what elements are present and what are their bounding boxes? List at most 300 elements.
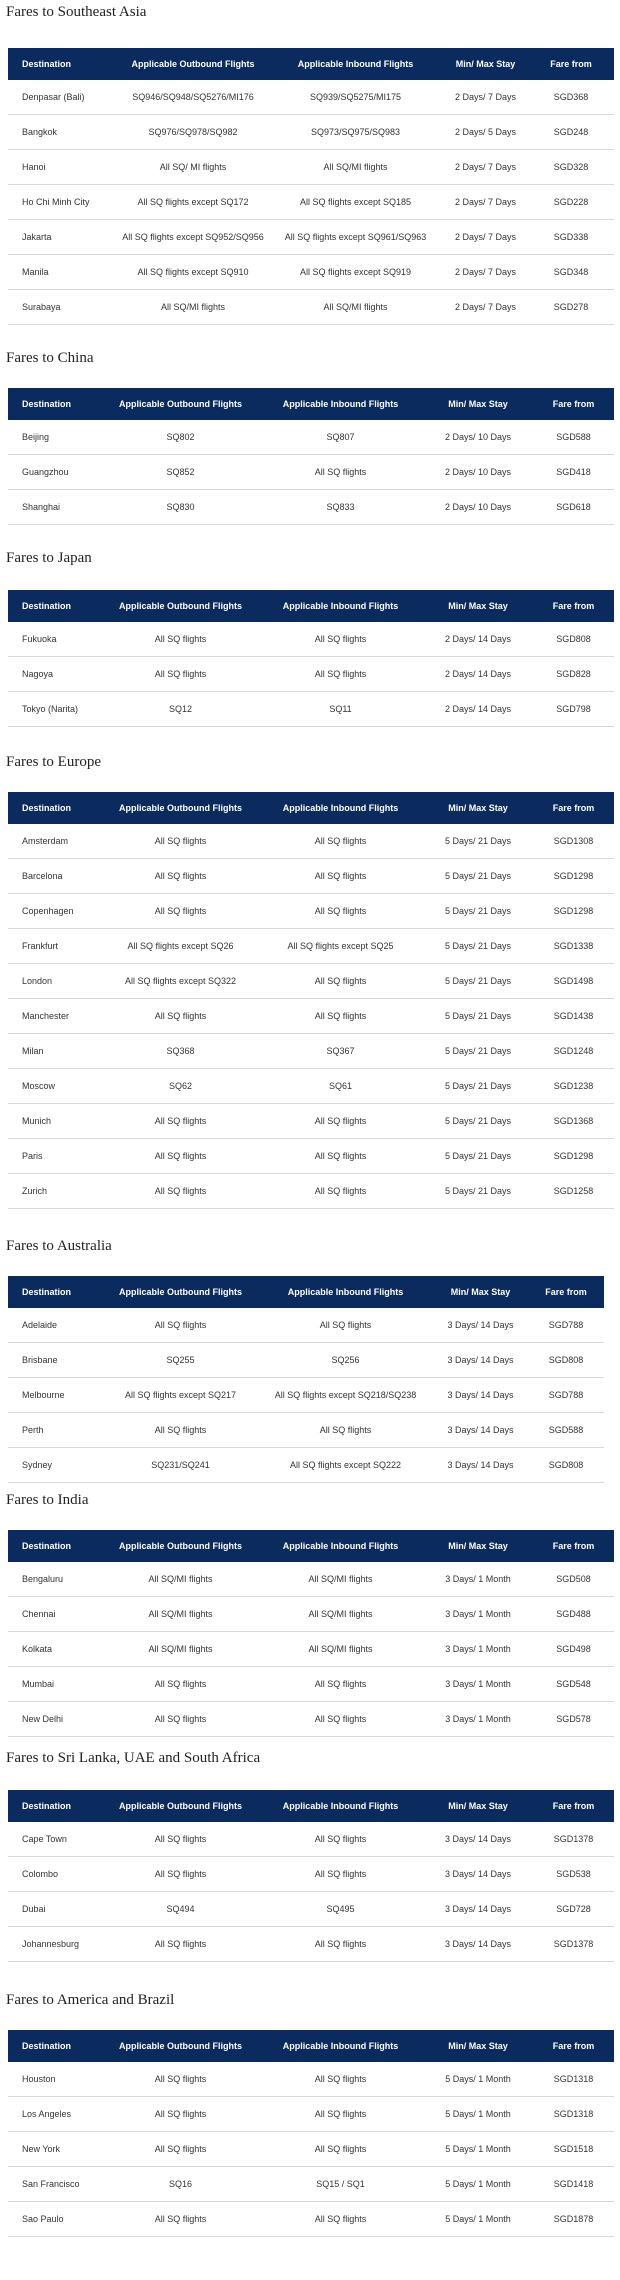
cell-min-max-stay: 5 Days/ 1 Month xyxy=(423,2062,533,2097)
cell-inbound-flights: All SQ flights xyxy=(258,1174,423,1209)
cell-fare-from: SGD1418 xyxy=(533,2167,614,2202)
cell-fare-from: SGD538 xyxy=(533,1857,614,1892)
column-header-destination: Destination xyxy=(22,399,72,409)
cell-min-max-stay: 3 Days/ 14 Days xyxy=(423,1927,533,1962)
fare-table xyxy=(8,590,614,727)
cell-outbound-flights: SQ16 xyxy=(103,2167,258,2202)
cell-inbound-flights: All SQ/MI flights xyxy=(258,1562,423,1597)
cell-outbound-flights: SQ62 xyxy=(103,1069,258,1104)
column-header-fare-from: Fare from xyxy=(552,1801,595,1811)
cell-destination: Amsterdam xyxy=(8,824,103,859)
cell-destination: Manila xyxy=(8,255,118,290)
cell-fare-from: SGD1238 xyxy=(533,1069,614,1104)
cell-outbound-flights: All SQ flights xyxy=(103,894,258,929)
table-row xyxy=(8,657,614,692)
cell-outbound-flights: All SQ/MI flights xyxy=(103,1562,258,1597)
cell-fare-from: SGD368 xyxy=(528,80,614,115)
table-row xyxy=(8,290,614,325)
cell-outbound-flights: All SQ flights except SQ217 xyxy=(103,1378,258,1413)
cell-inbound-flights: All SQ flights xyxy=(258,2062,423,2097)
cell-inbound-flights: SQ939/SQ5275/MI175 xyxy=(268,80,443,115)
column-header-inbound-flights: Applicable Inbound Flights xyxy=(282,399,399,409)
table-row xyxy=(8,150,614,185)
section-title: Fares to Southeast Asia xyxy=(6,4,147,20)
cell-outbound-flights: All SQ flights xyxy=(103,1822,258,1857)
cell-min-max-stay: 5 Days/ 1 Month xyxy=(423,2202,533,2237)
cell-outbound-flights: All SQ flights xyxy=(103,1308,258,1343)
table-row xyxy=(8,1378,604,1413)
cell-fare-from: SGD1378 xyxy=(533,1927,614,1962)
cell-outbound-flights: All SQ flights except SQ322 xyxy=(103,964,258,999)
cell-inbound-flights: All SQ flights xyxy=(258,999,423,1034)
table-row xyxy=(8,1562,614,1597)
cell-inbound-flights: All SQ flights xyxy=(258,455,423,490)
cell-fare-from: SGD1438 xyxy=(533,999,614,1034)
cell-outbound-flights: All SQ flights except SQ910 xyxy=(118,255,268,290)
table-row xyxy=(8,2167,614,2202)
cell-inbound-flights: All SQ flights xyxy=(258,2202,423,2237)
column-header-inbound-flights: Applicable Inbound Flights xyxy=(282,1541,399,1551)
table-row xyxy=(8,1104,614,1139)
fare-table xyxy=(8,792,614,1209)
fare-table xyxy=(8,388,614,525)
table-row xyxy=(8,2202,614,2237)
cell-min-max-stay: 2 Days/ 7 Days xyxy=(443,80,528,115)
cell-fare-from: SGD808 xyxy=(533,622,614,657)
cell-destination: New Delhi xyxy=(8,1702,103,1737)
column-header-outbound-flights: Applicable Outbound Flights xyxy=(119,1801,242,1811)
column-header-outbound-flights: Applicable Outbound Flights xyxy=(119,2041,242,2051)
cell-outbound-flights: SQ830 xyxy=(103,490,258,525)
table-row xyxy=(8,1308,604,1343)
cell-destination: Colombo xyxy=(8,1857,103,1892)
cell-outbound-flights: All SQ flights xyxy=(103,1413,258,1448)
cell-outbound-flights: All SQ flights xyxy=(103,2097,258,2132)
table-row xyxy=(8,220,614,255)
cell-inbound-flights: All SQ flights xyxy=(258,2132,423,2167)
cell-min-max-stay: 2 Days/ 10 Days xyxy=(423,420,533,455)
cell-destination: Jakarta xyxy=(8,220,118,255)
cell-min-max-stay: 5 Days/ 21 Days xyxy=(423,1034,533,1069)
cell-destination: Hanoi xyxy=(8,150,118,185)
table-row xyxy=(8,1034,614,1069)
table-row xyxy=(8,2097,614,2132)
column-header-fare-from: Fare from xyxy=(552,803,595,813)
cell-inbound-flights: SQ833 xyxy=(258,490,423,525)
cell-outbound-flights: All SQ flights except SQ172 xyxy=(118,185,268,220)
cell-fare-from: SGD328 xyxy=(528,150,614,185)
cell-min-max-stay: 5 Days/ 21 Days xyxy=(423,964,533,999)
cell-min-max-stay: 5 Days/ 21 Days xyxy=(423,894,533,929)
cell-min-max-stay: 3 Days/ 1 Month xyxy=(423,1667,533,1702)
cell-destination: Brisbane xyxy=(8,1343,103,1378)
cell-min-max-stay: 2 Days/ 14 Days xyxy=(423,657,533,692)
cell-outbound-flights: All SQ flights xyxy=(103,2202,258,2237)
cell-min-max-stay: 2 Days/ 7 Days xyxy=(443,220,528,255)
cell-inbound-flights: All SQ flights xyxy=(258,859,423,894)
cell-outbound-flights: All SQ flights except SQ26 xyxy=(103,929,258,964)
table-row xyxy=(8,455,614,490)
cell-outbound-flights: SQ852 xyxy=(103,455,258,490)
table-header-row xyxy=(8,48,614,80)
cell-inbound-flights: All SQ flights xyxy=(258,1139,423,1174)
cell-fare-from: SGD338 xyxy=(528,220,614,255)
cell-min-max-stay: 2 Days/ 10 Days xyxy=(423,490,533,525)
column-header-fare-from: Fare from xyxy=(552,1541,595,1551)
cell-inbound-flights: SQ973/SQ975/SQ983 xyxy=(268,115,443,150)
cell-min-max-stay: 3 Days/ 14 Days xyxy=(433,1413,528,1448)
cell-min-max-stay: 5 Days/ 21 Days xyxy=(423,859,533,894)
column-header-outbound-flights: Applicable Outbound Flights xyxy=(119,803,242,813)
table-row xyxy=(8,255,614,290)
cell-inbound-flights: All SQ flights xyxy=(258,1413,433,1448)
cell-destination: Bengaluru xyxy=(8,1562,103,1597)
section-title: Fares to Sri Lanka, UAE and South Africa xyxy=(6,1750,261,1766)
cell-inbound-flights: All SQ flights except SQ218/SQ238 xyxy=(258,1378,433,1413)
cell-destination: Paris xyxy=(8,1139,103,1174)
cell-fare-from: SGD808 xyxy=(528,1343,604,1378)
table-header-row xyxy=(8,1276,604,1308)
cell-inbound-flights: All SQ/MI flights xyxy=(258,1597,423,1632)
column-header-min-max-stay: Min/ Max Stay xyxy=(448,803,508,813)
table-row xyxy=(8,1632,614,1667)
cell-min-max-stay: 3 Days/ 1 Month xyxy=(423,1597,533,1632)
table-row xyxy=(8,80,614,115)
cell-fare-from: SGD248 xyxy=(528,115,614,150)
cell-inbound-flights: All SQ flights xyxy=(258,824,423,859)
cell-destination: Adelaide xyxy=(8,1308,103,1343)
cell-destination: Melbourne xyxy=(8,1378,103,1413)
cell-min-max-stay: 2 Days/ 14 Days xyxy=(423,622,533,657)
table-header-row xyxy=(8,1790,614,1822)
cell-outbound-flights: SQ976/SQ978/SQ982 xyxy=(118,115,268,150)
cell-min-max-stay: 5 Days/ 1 Month xyxy=(423,2132,533,2167)
cell-inbound-flights: All SQ flights xyxy=(258,1104,423,1139)
cell-min-max-stay: 3 Days/ 14 Days xyxy=(423,1822,533,1857)
cell-destination: Perth xyxy=(8,1413,103,1448)
cell-inbound-flights: All SQ flights xyxy=(258,1702,423,1737)
cell-inbound-flights: All SQ flights xyxy=(258,1308,433,1343)
column-header-inbound-flights: Applicable Inbound Flights xyxy=(282,2041,399,2051)
cell-inbound-flights: All SQ flights xyxy=(258,894,423,929)
column-header-min-max-stay: Min/ Max Stay xyxy=(448,2041,508,2051)
cell-fare-from: SGD1298 xyxy=(533,1139,614,1174)
column-header-outbound-flights: Applicable Outbound Flights xyxy=(119,1541,242,1551)
table-row xyxy=(8,964,614,999)
column-header-min-max-stay: Min/ Max Stay xyxy=(448,1541,508,1551)
cell-destination: Beijing xyxy=(8,420,103,455)
cell-destination: London xyxy=(8,964,103,999)
cell-outbound-flights: All SQ flights xyxy=(103,2062,258,2097)
fare-table xyxy=(8,1530,614,1737)
cell-destination: Tokyo (Narita) xyxy=(8,692,103,727)
cell-fare-from: SGD808 xyxy=(528,1448,604,1483)
cell-destination: Barcelona xyxy=(8,859,103,894)
table-row xyxy=(8,1667,614,1702)
cell-fare-from: SGD548 xyxy=(533,1667,614,1702)
column-header-inbound-flights: Applicable Inbound Flights xyxy=(297,59,414,69)
cell-min-max-stay: 5 Days/ 21 Days xyxy=(423,824,533,859)
table-header-row xyxy=(8,388,614,420)
column-header-destination: Destination xyxy=(22,1287,72,1297)
cell-outbound-flights: SQ494 xyxy=(103,1892,258,1927)
cell-min-max-stay: 5 Days/ 21 Days xyxy=(423,999,533,1034)
table-row xyxy=(8,115,614,150)
cell-inbound-flights: All SQ flights xyxy=(258,622,423,657)
cell-fare-from: SGD278 xyxy=(528,290,614,325)
cell-inbound-flights: All SQ flights xyxy=(258,657,423,692)
table-row xyxy=(8,1069,614,1104)
cell-destination: Frankfurt xyxy=(8,929,103,964)
cell-outbound-flights: SQ12 xyxy=(103,692,258,727)
cell-destination: Dubai xyxy=(8,1892,103,1927)
column-header-fare-from: Fare from xyxy=(545,1287,587,1297)
cell-fare-from: SGD508 xyxy=(533,1562,614,1597)
column-header-destination: Destination xyxy=(22,2041,72,2051)
table-row xyxy=(8,1448,604,1483)
cell-outbound-flights: SQ255 xyxy=(103,1343,258,1378)
cell-destination: San Francisco xyxy=(8,2167,103,2202)
cell-destination: Houston xyxy=(8,2062,103,2097)
cell-fare-from: SGD1298 xyxy=(533,894,614,929)
cell-outbound-flights: All SQ flights xyxy=(103,1857,258,1892)
cell-destination: Nagoya xyxy=(8,657,103,692)
section-title: Fares to India xyxy=(6,1492,89,1508)
cell-inbound-flights: All SQ flights xyxy=(258,1927,423,1962)
column-header-fare-from: Fare from xyxy=(552,601,595,611)
table-row xyxy=(8,824,614,859)
column-header-inbound-flights: Applicable Inbound Flights xyxy=(282,803,399,813)
cell-min-max-stay: 3 Days/ 1 Month xyxy=(423,1632,533,1667)
cell-inbound-flights: All SQ/MI flights xyxy=(258,1632,423,1667)
table-row xyxy=(8,490,614,525)
cell-min-max-stay: 3 Days/ 14 Days xyxy=(433,1448,528,1483)
cell-outbound-flights: All SQ/MI flights xyxy=(118,290,268,325)
cell-destination: Zurich xyxy=(8,1174,103,1209)
cell-fare-from: SGD1318 xyxy=(533,2062,614,2097)
cell-fare-from: SGD1298 xyxy=(533,859,614,894)
cell-destination: Bangkok xyxy=(8,115,118,150)
cell-min-max-stay: 2 Days/ 14 Days xyxy=(423,692,533,727)
cell-outbound-flights: All SQ flights xyxy=(103,999,258,1034)
cell-inbound-flights: All SQ flights except SQ961/SQ963 xyxy=(268,220,443,255)
cell-min-max-stay: 5 Days/ 21 Days xyxy=(423,1174,533,1209)
cell-outbound-flights: All SQ flights xyxy=(103,1927,258,1962)
column-header-destination: Destination xyxy=(22,803,72,813)
cell-min-max-stay: 5 Days/ 1 Month xyxy=(423,2097,533,2132)
cell-inbound-flights: All SQ flights xyxy=(258,964,423,999)
cell-destination: Guangzhou xyxy=(8,455,103,490)
table-row xyxy=(8,1174,614,1209)
cell-fare-from: SGD618 xyxy=(533,490,614,525)
cell-inbound-flights: All SQ/MI flights xyxy=(268,290,443,325)
cell-outbound-flights: All SQ flights xyxy=(103,1667,258,1702)
table-row xyxy=(8,1822,614,1857)
table-row xyxy=(8,1857,614,1892)
cell-destination: Cape Town xyxy=(8,1822,103,1857)
cell-fare-from: SGD1338 xyxy=(533,929,614,964)
cell-fare-from: SGD1248 xyxy=(533,1034,614,1069)
cell-destination: Ho Chi Minh City xyxy=(8,185,118,220)
cell-destination: Munich xyxy=(8,1104,103,1139)
cell-inbound-flights: All SQ flights xyxy=(258,1667,423,1702)
column-header-min-max-stay: Min/ Max Stay xyxy=(450,1287,511,1297)
cell-inbound-flights: SQ61 xyxy=(258,1069,423,1104)
column-header-min-max-stay: Min/ Max Stay xyxy=(448,1801,508,1811)
cell-min-max-stay: 5 Days/ 1 Month xyxy=(423,2167,533,2202)
column-header-min-max-stay: Min/ Max Stay xyxy=(455,59,516,69)
cell-fare-from: SGD588 xyxy=(528,1413,604,1448)
column-header-outbound-flights: Applicable Outbound Flights xyxy=(119,601,242,611)
cell-fare-from: SGD788 xyxy=(528,1378,604,1413)
cell-outbound-flights: SQ231/SQ241 xyxy=(103,1448,258,1483)
cell-fare-from: SGD228 xyxy=(528,185,614,220)
table-row xyxy=(8,1927,614,1962)
cell-destination: Chennai xyxy=(8,1597,103,1632)
cell-outbound-flights: All SQ flights except SQ952/SQ956 xyxy=(118,220,268,255)
table-header-row xyxy=(8,792,614,824)
cell-inbound-flights: SQ15 / SQ1 xyxy=(258,2167,423,2202)
cell-destination: Surabaya xyxy=(8,290,118,325)
cell-outbound-flights: All SQ flights xyxy=(103,1702,258,1737)
column-header-outbound-flights: Applicable Outbound Flights xyxy=(119,1287,242,1297)
cell-inbound-flights: All SQ flights except SQ25 xyxy=(258,929,423,964)
column-header-fare-from: Fare from xyxy=(552,399,595,409)
cell-min-max-stay: 3 Days/ 1 Month xyxy=(423,1702,533,1737)
table-row xyxy=(8,692,614,727)
column-header-fare-from: Fare from xyxy=(552,2041,595,2051)
cell-fare-from: SGD828 xyxy=(533,657,614,692)
table-row xyxy=(8,2062,614,2097)
table-row xyxy=(8,999,614,1034)
cell-destination: Shanghai xyxy=(8,490,103,525)
column-header-destination: Destination xyxy=(22,1801,72,1811)
cell-outbound-flights: SQ946/SQ948/SQ5276/MI176 xyxy=(118,80,268,115)
table-row xyxy=(8,622,614,657)
cell-min-max-stay: 2 Days/ 7 Days xyxy=(443,150,528,185)
cell-destination: Milan xyxy=(8,1034,103,1069)
cell-inbound-flights: All SQ flights xyxy=(258,1857,423,1892)
cell-outbound-flights: All SQ flights xyxy=(103,657,258,692)
cell-min-max-stay: 5 Days/ 21 Days xyxy=(423,929,533,964)
cell-inbound-flights: All SQ flights except SQ185 xyxy=(268,185,443,220)
section-title: Fares to China xyxy=(6,350,94,366)
cell-fare-from: SGD488 xyxy=(533,1597,614,1632)
cell-min-max-stay: 2 Days/ 5 Days xyxy=(443,115,528,150)
column-header-min-max-stay: Min/ Max Stay xyxy=(448,601,508,611)
cell-min-max-stay: 5 Days/ 21 Days xyxy=(423,1139,533,1174)
cell-min-max-stay: 3 Days/ 14 Days xyxy=(433,1378,528,1413)
section-title: Fares to Australia xyxy=(6,1238,112,1254)
cell-fare-from: SGD788 xyxy=(528,1308,604,1343)
section-title: Fares to Japan xyxy=(6,550,92,566)
table-row xyxy=(8,859,614,894)
column-header-outbound-flights: Applicable Outbound Flights xyxy=(131,59,255,69)
cell-outbound-flights: All SQ flights xyxy=(103,622,258,657)
table-row xyxy=(8,2132,614,2167)
cell-min-max-stay: 3 Days/ 14 Days xyxy=(423,1857,533,1892)
column-header-min-max-stay: Min/ Max Stay xyxy=(448,399,508,409)
cell-outbound-flights: All SQ/MI flights xyxy=(103,1597,258,1632)
cell-outbound-flights: SQ802 xyxy=(103,420,258,455)
cell-fare-from: SGD588 xyxy=(533,420,614,455)
cell-fare-from: SGD418 xyxy=(533,455,614,490)
table-header-row xyxy=(8,590,614,622)
cell-fare-from: SGD1308 xyxy=(533,824,614,859)
column-header-destination: Destination xyxy=(22,59,72,69)
cell-inbound-flights: All SQ/MI flights xyxy=(268,150,443,185)
cell-inbound-flights: SQ807 xyxy=(258,420,423,455)
cell-destination: Johannesburg xyxy=(8,1927,103,1962)
cell-min-max-stay: 3 Days/ 14 Days xyxy=(433,1308,528,1343)
cell-min-max-stay: 2 Days/ 7 Days xyxy=(443,290,528,325)
cell-outbound-flights: SQ368 xyxy=(103,1034,258,1069)
table-row xyxy=(8,1139,614,1174)
cell-destination: Copenhagen xyxy=(8,894,103,929)
cell-inbound-flights: SQ11 xyxy=(258,692,423,727)
cell-destination: Fukuoka xyxy=(8,622,103,657)
cell-destination: Manchester xyxy=(8,999,103,1034)
table-row xyxy=(8,1597,614,1632)
column-header-outbound-flights: Applicable Outbound Flights xyxy=(119,399,242,409)
cell-destination: Moscow xyxy=(8,1069,103,1104)
cell-fare-from: SGD1378 xyxy=(533,1822,614,1857)
cell-inbound-flights: All SQ flights except SQ222 xyxy=(258,1448,433,1483)
cell-fare-from: SGD1258 xyxy=(533,1174,614,1209)
cell-min-max-stay: 2 Days/ 10 Days xyxy=(423,455,533,490)
cell-destination: Los Angeles xyxy=(8,2097,103,2132)
cell-min-max-stay: 3 Days/ 14 Days xyxy=(433,1343,528,1378)
cell-min-max-stay: 2 Days/ 7 Days xyxy=(443,255,528,290)
table-row xyxy=(8,929,614,964)
table-row xyxy=(8,420,614,455)
column-header-destination: Destination xyxy=(22,1541,72,1551)
fare-table xyxy=(8,48,614,325)
column-header-inbound-flights: Applicable Inbound Flights xyxy=(282,601,399,611)
cell-destination: Mumbai xyxy=(8,1667,103,1702)
cell-fare-from: SGD728 xyxy=(533,1892,614,1927)
cell-inbound-flights: SQ495 xyxy=(258,1892,423,1927)
fare-table xyxy=(8,1790,614,1962)
section-title: Fares to Europe xyxy=(6,754,101,770)
column-header-fare-from: Fare from xyxy=(550,59,592,69)
cell-fare-from: SGD578 xyxy=(533,1702,614,1737)
table-row xyxy=(8,1343,604,1378)
cell-fare-from: SGD1878 xyxy=(533,2202,614,2237)
cell-fare-from: SGD348 xyxy=(528,255,614,290)
cell-inbound-flights: SQ367 xyxy=(258,1034,423,1069)
cell-fare-from: SGD1498 xyxy=(533,964,614,999)
fare-table xyxy=(8,1276,604,1483)
table-row xyxy=(8,1702,614,1737)
cell-outbound-flights: All SQ flights xyxy=(103,859,258,894)
cell-min-max-stay: 5 Days/ 21 Days xyxy=(423,1069,533,1104)
column-header-inbound-flights: Applicable Inbound Flights xyxy=(287,1287,404,1297)
cell-min-max-stay: 3 Days/ 14 Days xyxy=(423,1892,533,1927)
cell-outbound-flights: All SQ flights xyxy=(103,1104,258,1139)
cell-destination: New York xyxy=(8,2132,103,2167)
fare-table xyxy=(8,2030,614,2237)
cell-destination: Kolkata xyxy=(8,1632,103,1667)
cell-outbound-flights: All SQ/ MI flights xyxy=(118,150,268,185)
table-row xyxy=(8,1892,614,1927)
section-title: Fares to America and Brazil xyxy=(6,1992,175,2008)
table-header-row xyxy=(8,2030,614,2062)
cell-inbound-flights: All SQ flights except SQ919 xyxy=(268,255,443,290)
cell-fare-from: SGD498 xyxy=(533,1632,614,1667)
cell-fare-from: SGD1318 xyxy=(533,2097,614,2132)
table-row xyxy=(8,1413,604,1448)
